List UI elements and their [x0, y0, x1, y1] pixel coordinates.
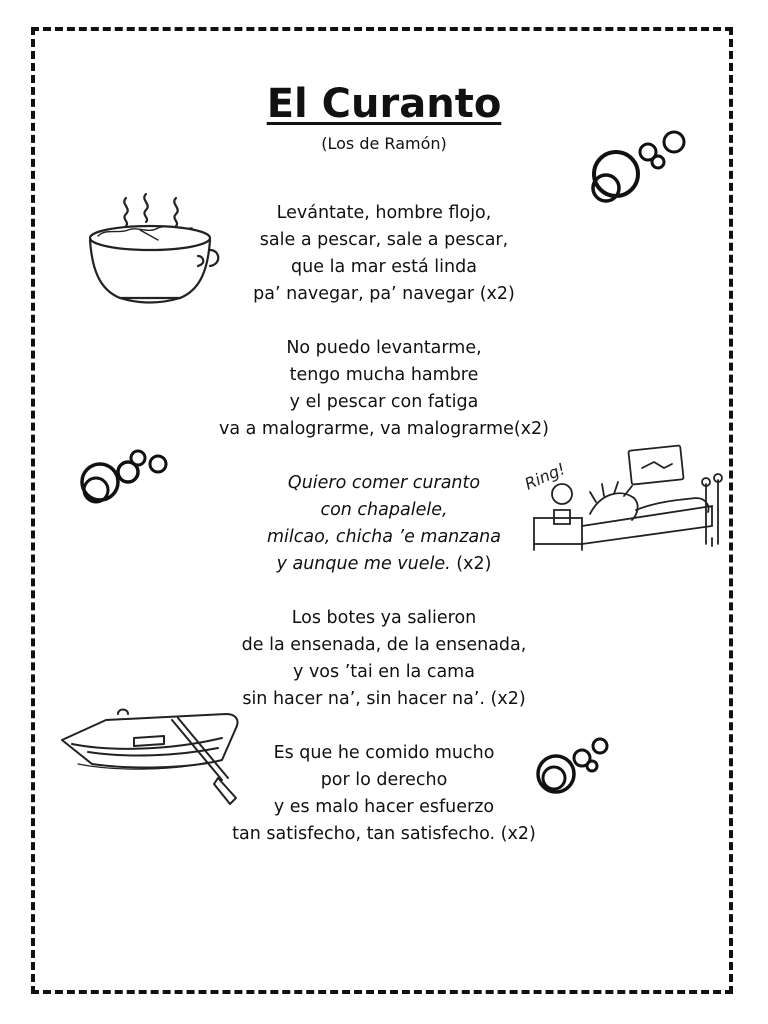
lyric-line: milcao, chicha ’e manzana [266, 527, 501, 547]
lyric-line: No puedo levantarme, [286, 338, 482, 358]
page-subtitle: (Los de Ramón) [321, 134, 447, 153]
bubbles-icon [532, 736, 616, 800]
lyric-line: y el pescar con fatiga [289, 392, 479, 412]
sleeping-man-icon [520, 444, 732, 554]
lyric-line: por lo derecho [320, 770, 448, 790]
bubbles-icon [74, 446, 174, 514]
lyric-line: y es malo hacer esfuerzo [273, 797, 495, 817]
lyric-line: Es que he comido mucho [273, 743, 495, 763]
lyric-line: y vos ’tai en la cama [293, 662, 475, 682]
lyric-line: con chapalele, [320, 500, 448, 520]
lyric-line: sin hacer na’, sin hacer na’. (x2) [242, 689, 526, 709]
bed-sign: Ring! [521, 459, 569, 494]
lyric-line: va a malograrme, va malograrme(x2) [219, 419, 549, 439]
lyric-line: de la ensenada, de la ensenada, [241, 635, 527, 655]
page-title: El Curanto [266, 81, 502, 127]
lyric-line: que la mar está linda [291, 257, 477, 277]
stanza-4 [0, 605, 768, 713]
bubbles-icon [580, 126, 692, 212]
pot-icon [80, 190, 220, 310]
rowboat-icon [58, 704, 258, 808]
repeat-marker: (x2) [450, 554, 492, 574]
lyric-line: Levántate, hombre flojo, [276, 203, 492, 223]
lyric-line [0, 551, 768, 578]
lyric-line: tengo mucha hambre [289, 365, 479, 385]
lyric-line: tan satisfecho, tan satisfecho. (x2) [232, 824, 536, 844]
lyric-line-text: y aunque me vuele. [276, 554, 451, 574]
lyric-line: sale a pescar, sale a pescar, [259, 230, 509, 250]
lyric-line: pa’ navegar, pa’ navegar (x2) [253, 284, 515, 304]
lyric-line: Quiero comer curanto [287, 473, 481, 493]
lyric-line: Los botes ya salieron [291, 608, 477, 628]
stanza-2 [0, 335, 768, 443]
